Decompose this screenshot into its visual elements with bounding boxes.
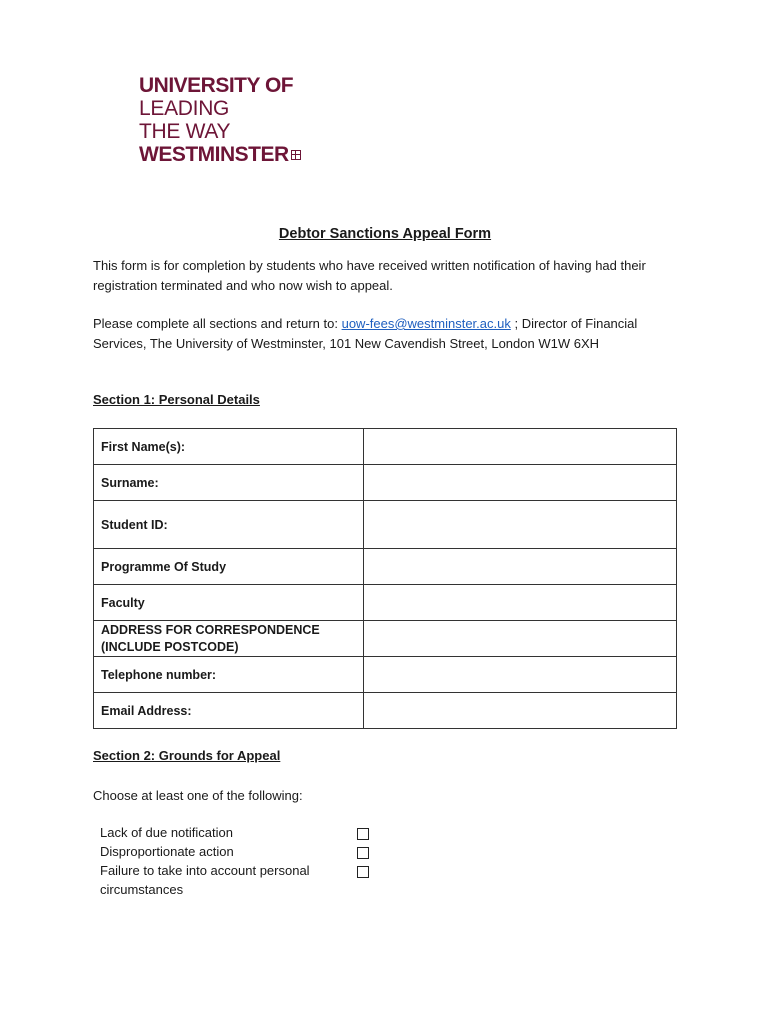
checkbox-due-notification[interactable] [357,828,369,840]
faculty-field[interactable] [364,585,677,621]
section2-heading: Section 2: Grounds for Appeal [93,748,281,763]
logo-line-3: THE WAY [139,120,231,143]
programme-field[interactable] [364,549,677,585]
row-label: Programme Of Study [94,549,364,585]
checkbox-personal-circumstances[interactable] [357,866,369,878]
table-row [94,465,677,501]
return-suffix: ; Director of Financial Services, The University of Westminster, 101 New Cavendish Street, London W1W 6XH [93,316,638,351]
row-label: Faculty [94,585,364,621]
table-row [94,429,677,465]
table-row [94,657,677,693]
table-row [94,501,677,549]
row-label: First Name(s): [94,429,364,465]
logo-line-4 [139,143,301,166]
logo-line-2: LEADING [139,97,230,120]
option-label: Disproportionate action [100,844,234,859]
row-label: ADDRESS FOR CORRESPONDENCE (INCLUDE POSTCODE) [94,621,364,657]
personal-details-table [93,428,677,729]
form-title: Debtor Sanctions Appeal Form [278,226,492,242]
email-field[interactable] [364,693,677,729]
option-label: Failure to take into account personal circumstances [100,863,310,897]
row-label: Telephone number: [94,657,364,693]
fees-email-link[interactable]: uow-fees@westminster.ac.uk [341,316,511,331]
intro-paragraph: This form is for completion by students who have received written notification of having had their registration terminated and who now wish to appeal. [93,258,646,293]
return-instructions [93,314,683,353]
option-label: Lack of due notification [100,825,233,840]
table-row [94,549,677,585]
return-prefix: Please complete all sections and return to: [93,316,342,331]
table-row [94,585,677,621]
address-field[interactable] [364,621,677,657]
section1-heading: Section 1: Personal Details [93,392,260,407]
logo-line-1: UNIVERSITY OF [139,74,294,97]
university-logo [139,74,301,166]
section2-instruction: Choose at least one of the following: [93,788,303,803]
logo-line-4-text: WESTMINSTER [139,143,289,166]
first-name-field[interactable] [364,429,677,465]
table-row [94,621,677,657]
surname-field[interactable] [364,465,677,501]
checkbox-disproportionate-action[interactable] [357,847,369,859]
telephone-field[interactable] [364,657,677,693]
row-label: Student ID: [94,501,364,549]
table-row [94,693,677,729]
student-id-field[interactable] [364,501,677,549]
logo-grid-icon [291,150,301,160]
row-label: Email Address: [94,693,364,729]
row-label: Surname: [94,465,364,501]
